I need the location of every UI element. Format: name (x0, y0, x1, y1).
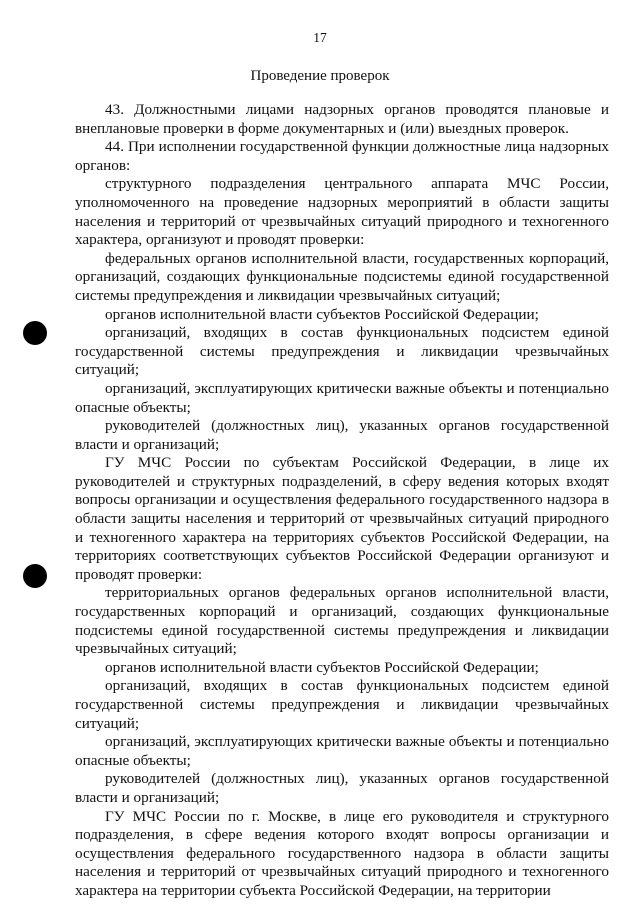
list-item: органов исполнительной власти субъектов Российской Федерации; (105, 305, 539, 323)
paragraph-44: 44. При исполнении государственной функции должностные лица надзорных органов: (75, 138, 609, 174)
document-body (75, 101, 609, 901)
list-item: федеральных органов исполнительной власти, государственных корпораций, организаций, создающих функциональные подсистемы единой государственной системы предупреждения и ликвидации чрезвычайных ситуаций; (75, 249, 609, 304)
page-number: 17 (313, 30, 327, 45)
paragraph: ГУ МЧС России по субъектам Российской Федерации, в лице их руководителей и структурных подразделений, в сферу ведения которых входят вопросы организации и осуществления федерального государственного надзора в области защиты населения и территорий от чрезвычайных ситуаций природного и техногенного характера на территориях субъектов Российской Федерации, на территориях соответствующих субъектов Российской Федерации организуют и проводят проверки: (75, 454, 609, 583)
list-item: руководителей (должностных лиц), указанных органов государственной власти и организаций; (75, 417, 609, 453)
punch-hole-mark (23, 564, 47, 588)
list-item: организаций, входящих в состав функциональных подсистем единой государственной системы предупреждения и ликвидации чрезвычайных ситуаций; (75, 324, 609, 379)
list-item: организаций, входящих в состав функциональных подсистем единой государственной системы предупреждения и ликвидации чрезвычайных ситуаций; (75, 677, 609, 732)
list-item: органов исполнительной власти субъектов Российской Федерации; (105, 658, 539, 676)
list-item: руководителей (должностных лиц), указанных органов государственной власти и организаций; (75, 770, 609, 806)
punch-hole-mark (23, 321, 47, 345)
paragraph: ГУ МЧС России по г. Москве, в лице его руководителя и структурного подразделения, в сфере ведения которого входят вопросы организации и осуществления федерального государственного надзора в области защиты населения и территорий от чрезвычайных ситуаций природного и техногенного характера на территории субъекта Российской Федерации, на территории (75, 807, 609, 899)
paragraph-43: 43. Должностными лицами надзорных органов проводятся плановые и внеплановые проверки в форме документарных и (или) выездных проверок. (75, 101, 609, 137)
list-item: территориальных органов федеральных органов исполнительной власти, государственных корпораций и организаций, создающих функциональные подсистемы единой государственной системы предупреждения и ликвидации чрезвычайных ситуаций; (75, 584, 609, 658)
list-item: организаций, эксплуатирующих критически важные объекты и потенциально опасные объекты; (75, 733, 609, 769)
section-heading: Проведение проверок (250, 68, 390, 84)
list-item: организаций, эксплуатирующих критически важные объекты и потенциально опасные объекты; (75, 379, 609, 416)
paragraph: структурного подразделения центрального аппарата МЧС России, уполномоченного на проведение надзорных мероприятий в области защиты населения и территорий от чрезвычайных ситуаций природного и техногенного характера, организуют и проводят проверки: (75, 175, 609, 249)
